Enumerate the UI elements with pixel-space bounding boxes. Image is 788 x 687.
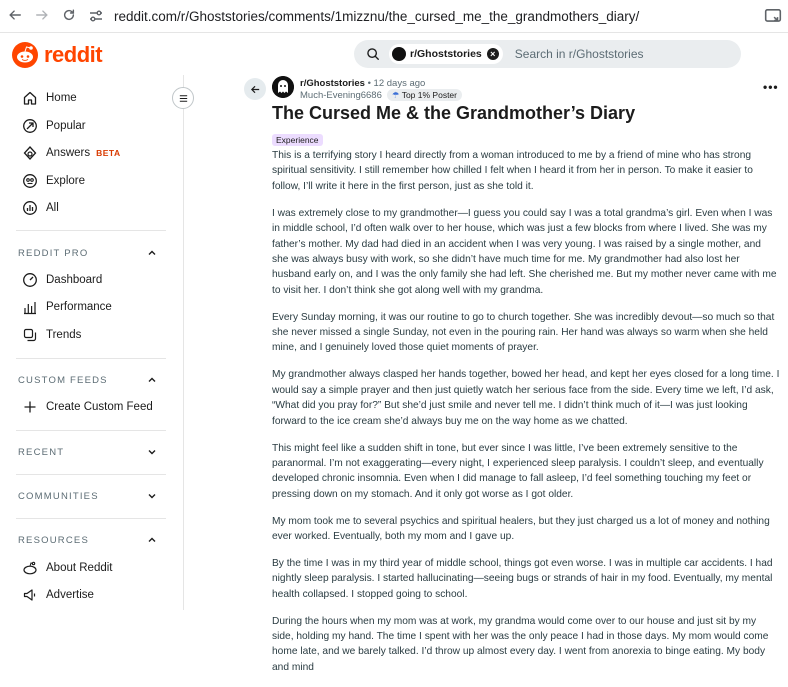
sidebar-item-dashboard[interactable]	[22, 270, 102, 290]
sidebar-item-popular[interactable]	[22, 116, 86, 136]
post-flair[interactable]: Experience	[272, 134, 323, 146]
back-button[interactable]	[244, 78, 266, 100]
sidebar-item-label: Advertise	[46, 589, 94, 601]
home-icon	[22, 90, 38, 106]
site-settings-icon[interactable]	[88, 8, 104, 24]
section-title: CUSTOM FEEDS	[18, 374, 108, 386]
sidebar-item-explore[interactable]	[22, 171, 85, 191]
advertise-icon	[22, 587, 38, 603]
hamburger-icon	[178, 93, 189, 104]
post-paragraph: By the time I was in my third year of middle school, things got even worse. I was in multiple car accidents. I had nightly sleep paralysis. I started hallucinating—seeing bugs or strands of hair in my food. Eventually, my mental health collapsed. I stopped going to school.	[272, 557, 773, 600]
poster-badge-icon: ☂	[391, 90, 400, 100]
search-input[interactable]: Search in r/Ghoststories	[514, 47, 644, 61]
chevron-up-icon[interactable]	[146, 247, 158, 259]
sidebar-item-label: Dashboard	[46, 274, 103, 286]
sidebar-item-label: Home	[46, 92, 77, 104]
popular-icon	[22, 118, 38, 134]
post-body	[272, 148, 780, 687]
post-paragraph: My grandmother always clasped her hands together, bowed her head, and kept her eyes closed for a long time. I would say a simple prayer and then just quietly watch her serious face from the side. Every time we left, I’d ask, “What did you pray for?” But she’d just smile and never tell me. I didn’t think much of it—I was just looking forward to the ice cream she’d always buy me on the way home as we chatted.	[272, 369, 780, 427]
post-paragraph: My mom took me to several psychics and spiritual healers, but they just charged us a lot of money and nothing ever worked. Eventually, both my mom and I gave up.	[272, 515, 770, 543]
explore-icon	[22, 173, 38, 189]
sidebar-item-advertise[interactable]	[22, 585, 94, 605]
author-flair-text: Top 1% Poster	[401, 90, 457, 100]
post-paragraph: This might feel like a sudden shift in tone, but ever since I was little, I’ve been extremely sensitive to the paranormal. I’m not exaggerating—every night, I experienced sleep paralysis. I couldn’t sleep, and eventually developed chronic insomnia. Even when I did manage to fall asleep, I’d feel something touching my feet or pressing down on my stomach. And it only got worse as I got older.	[272, 442, 764, 500]
search-bar[interactable]	[354, 40, 741, 68]
section-title: REDDIT PRO	[18, 247, 89, 259]
performance-icon	[22, 299, 38, 315]
dashboard-icon	[22, 272, 38, 288]
more-options-icon[interactable]: •••	[763, 80, 779, 94]
post-paragraph: During the hours when my mom was at work, my grandma would come over to our house and just sit by my side, holding my hand. The time I spent with her was the only peace I had in those days. My mom would come home late, and we barely talked. I’d throw up almost every day. I went from anorexia to binge eating. My body and mind	[272, 615, 769, 673]
post-title: The Cursed Me & the Grandmother’s Diary	[272, 103, 636, 123]
logo-text: reddit	[44, 42, 103, 67]
about-icon	[22, 560, 38, 576]
collapse-sidebar-button[interactable]	[172, 87, 194, 109]
ghost-avatar-icon	[272, 76, 294, 98]
subreddit-avatar	[392, 47, 406, 61]
sidebar-item-answers[interactable]	[22, 143, 121, 163]
sidebar-item-performance[interactable]	[22, 297, 112, 317]
sidebar-divider	[16, 230, 166, 231]
section-custom-feeds[interactable]	[18, 372, 158, 388]
left-sidebar	[0, 75, 184, 610]
post-paragraph: I was extremely close to my grandmother—I guess you could say I was a total grandma’s girl. Even when I was in middle school, I’d often walk over to her house, which was just a few blocks from where I lived. She was my father’s mother. My dad had died in an accident when I was very young. I was raised by a single mother, and she was always busy with work, so she didn’t have much time for me. My grandmother had also lost her husband early on, and I was the only family she had left. She cherished me. But my mother never came with me to visit her. I don’t think she got along well with my grandma.	[272, 207, 777, 296]
post-paragraph: This is a terrifying story I heard directly from a woman introduced to me by a friend of mine who has strong spiritual sensitivity. I still remember how chilled I felt when I heard it from her in person. To make it easier to follow, I’ll write it here in the first person, just as she told it.	[272, 150, 753, 192]
sidebar-divider	[16, 518, 166, 519]
meta-separator: •	[367, 78, 374, 89]
subreddit-link[interactable]: r/Ghoststories	[300, 78, 365, 89]
chip-label: r/Ghoststories	[410, 48, 482, 60]
section-resources[interactable]	[18, 532, 158, 548]
browser-toolbar	[0, 0, 788, 33]
subreddit-avatar[interactable]	[272, 76, 294, 98]
sidebar-item-label: About Reddit	[46, 562, 113, 574]
back-arrow-icon[interactable]	[6, 6, 24, 24]
sidebar-item-all[interactable]	[22, 198, 59, 218]
post-time: 12 days ago	[373, 78, 426, 89]
all-icon	[22, 200, 38, 216]
sidebar-item-label: Trends	[46, 329, 82, 341]
author-link[interactable]: Much-Evening6686	[300, 89, 382, 101]
chevron-up-icon[interactable]	[146, 534, 158, 546]
answers-icon	[22, 145, 38, 161]
sidebar-divider	[16, 474, 166, 475]
back-arrow-icon	[250, 84, 261, 95]
forward-arrow-icon[interactable]	[33, 6, 51, 24]
sidebar-item-about-reddit[interactable]	[22, 558, 113, 578]
sidebar-item-label: Answers	[46, 147, 91, 159]
chevron-down-icon[interactable]	[146, 446, 158, 458]
sidebar-item-label: Performance	[46, 301, 112, 313]
post-paragraph: Every Sunday morning, it was our routine to go to church together. She was incredibly devout—so much so that she never missed a single Sunday, not even in the pouring rain. Her hand was always so warm when she held mine, and I genuinely loved those quiet moments of prayer.	[272, 311, 775, 354]
chevron-up-icon[interactable]	[146, 374, 158, 386]
search-icon	[366, 47, 380, 61]
sidebar-item-trends[interactable]	[22, 325, 81, 345]
sidebar-item-label: Popular	[46, 120, 86, 132]
reddit-logo[interactable]	[12, 42, 102, 68]
close-icon[interactable]: ×	[487, 48, 499, 60]
section-communities[interactable]	[18, 488, 158, 504]
address-bar[interactable]	[88, 4, 756, 29]
snoo-icon	[12, 42, 38, 68]
author-line	[300, 89, 462, 101]
sidebar-item-label: Create Custom Feed	[46, 401, 153, 413]
sidebar-item-home[interactable]	[22, 88, 77, 108]
site-header	[0, 33, 788, 75]
post-meta	[300, 78, 425, 89]
subreddit-search-chip[interactable]	[389, 44, 503, 64]
trends-icon	[22, 327, 38, 343]
beta-badge: BETA	[96, 148, 121, 158]
sidebar-divider	[16, 358, 166, 359]
plus-icon	[22, 399, 38, 415]
url-text[interactable]: reddit.com/r/Ghoststories/comments/1mizznu/the_cursed_me_the_grandmothers_diary/	[114, 9, 640, 24]
chevron-down-icon[interactable]	[146, 490, 158, 502]
sidebar-divider	[16, 430, 166, 431]
section-title: RESOURCES	[18, 534, 89, 546]
section-reddit-pro[interactable]	[18, 245, 158, 261]
sidebar-item-label: All	[46, 202, 59, 214]
create-custom-feed-button[interactable]	[22, 397, 153, 417]
cast-icon[interactable]	[764, 7, 782, 25]
section-title: RECENT	[18, 446, 65, 458]
author-flair	[387, 89, 462, 101]
section-title: COMMUNITIES	[18, 490, 99, 502]
sidebar-item-label: Explore	[46, 175, 85, 187]
reload-icon[interactable]	[60, 6, 78, 24]
section-recent[interactable]	[18, 444, 158, 460]
